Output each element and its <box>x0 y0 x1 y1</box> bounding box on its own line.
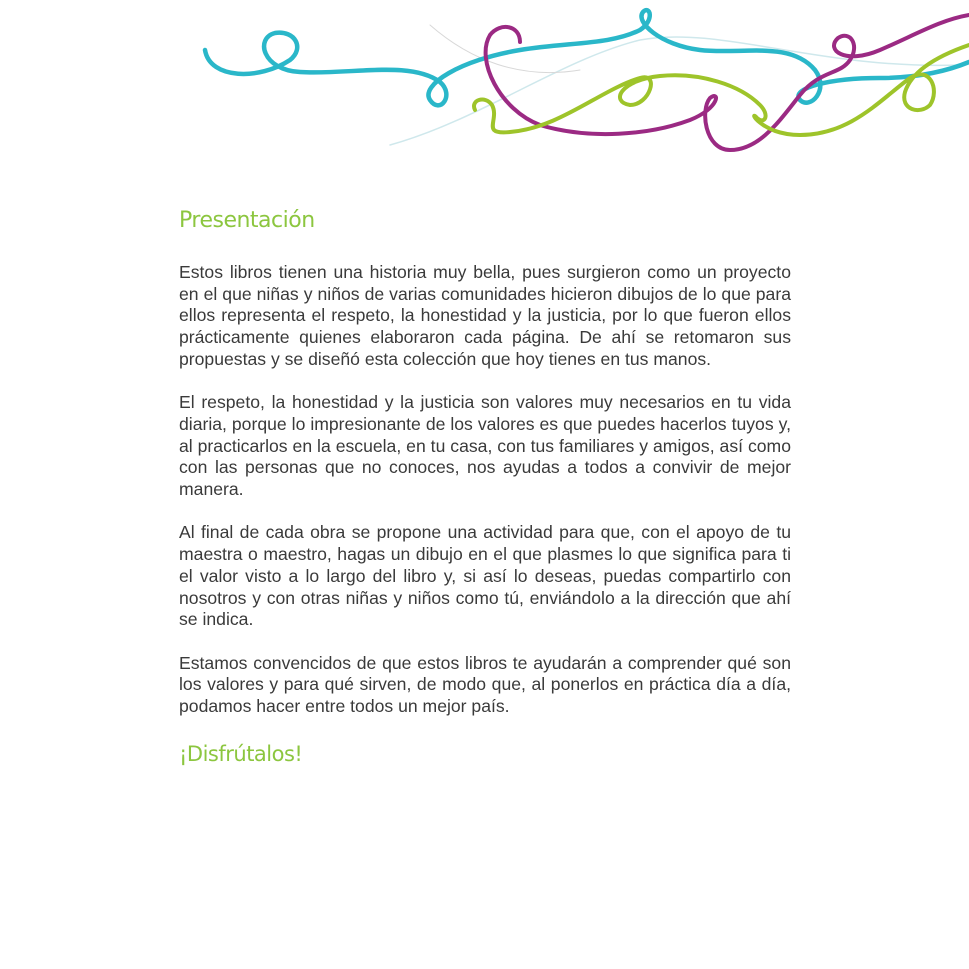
paragraph-2: El respeto, la honestidad y la justicia son valores muy necesarios en tu vida diaria, porque lo impresionante de los valores es que puedes hacerlos tuyos y, al practicarlos en la escuela, en tu casa, con tus familiares y amigos, así como con las personas que no conoces, nos ayudas a todos a convivir de mejor manera. <box>179 392 791 500</box>
paragraph-1: Estos libros tienen una historia muy bella, pues surgieron como un proyecto en el que niñas y niños de varias comunidades hicieron dibujos de lo que para ellos representa el respeto, la honestidad y la justicia, por lo que fueron ellos prácticamente quienes elaboraron cada página. De ahí se retomaron sus propuestas y se diseñó esta colección que hoy tienes en tus manos. <box>179 262 791 369</box>
presentation-page <box>179 206 791 769</box>
decorative-ribbons <box>0 0 969 175</box>
faint-ribbon-line <box>430 25 580 73</box>
closing-phrase: ¡Disfrútalos! <box>179 742 303 767</box>
paragraph-3: Al final de cada obra se propone una actividad para que, con el apoyo de tu maestra o maestro, hagas un dibujo en el que plasmes lo que significa para ti el valor visto a lo largo del libro y, si así lo deseas, puedas compartirlo con nosotros y con otras niñas y niños como tú, enviándolo a la dirección que ahí se indica. <box>179 522 791 630</box>
purple-ribbon <box>486 15 969 150</box>
paragraph-4: Estamos convencidos de que estos libros te ayudarán a comprender qué son los valores y para qué sirven, de modo que, al ponerlos en práctica día a día, podamos hacer entre todos un mejor país. <box>179 652 791 717</box>
lime-ribbon <box>474 45 969 135</box>
page-title: Presentación <box>179 208 315 233</box>
